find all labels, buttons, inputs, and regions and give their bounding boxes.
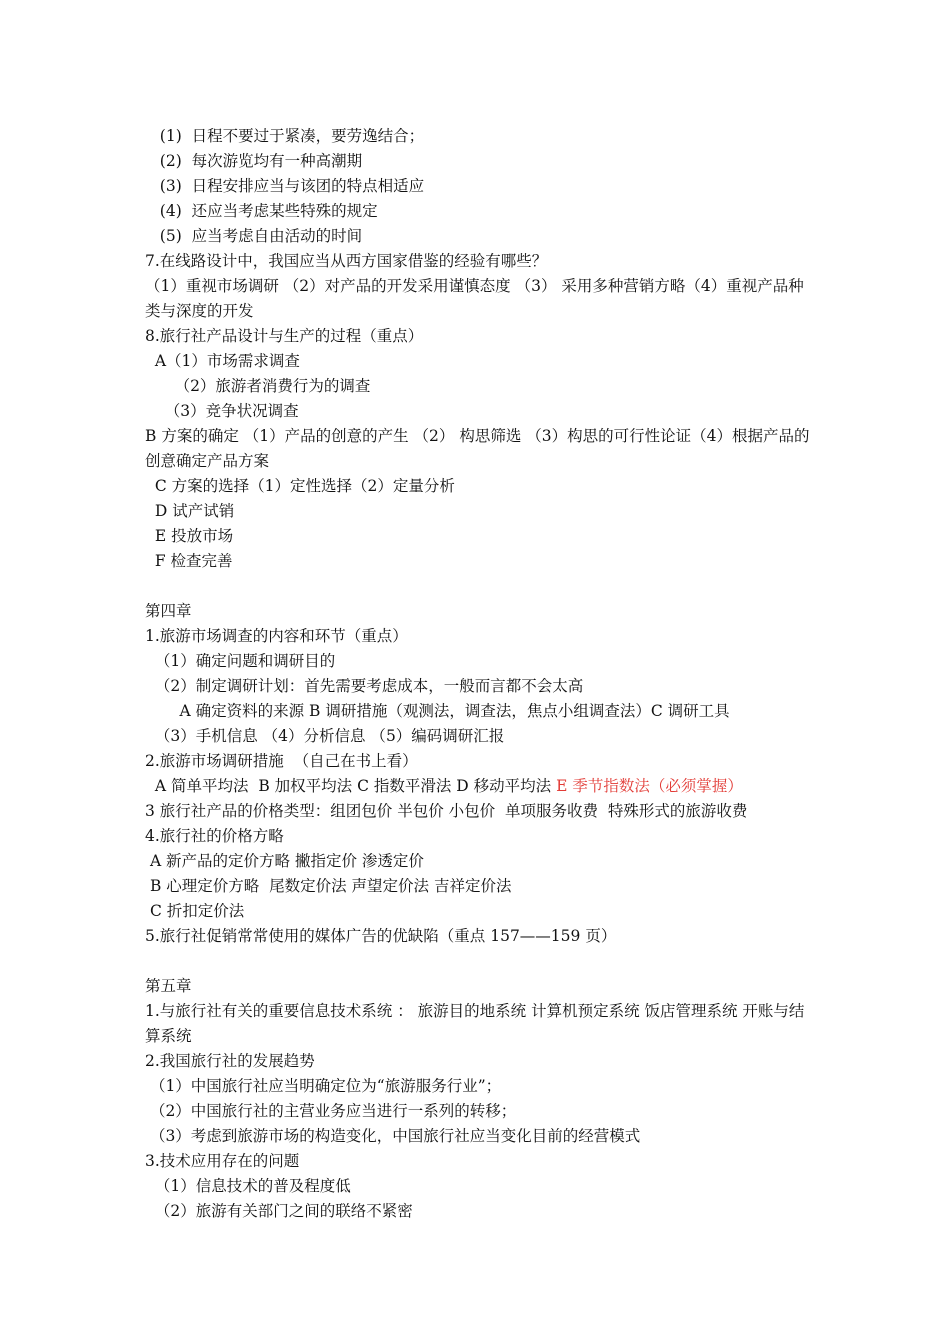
list-item: [145, 774, 810, 799]
list-item: D 试产试销: [145, 502, 235, 520]
list-item: C 折扣定价法: [145, 902, 245, 920]
list-item: (3) 日程安排应当与该团的特点相适应: [145, 177, 425, 195]
question-heading: 4.旅行社的价格方略: [145, 827, 284, 845]
question-heading: 5.旅行社促销常常使用的媒体广告的优缺陷（重点 157——159 页）: [145, 927, 617, 945]
chapter-heading: 第四章: [145, 602, 192, 620]
list-item: （1）信息技术的普及程度低: [145, 1177, 351, 1195]
list-item: （2）制定调研计划：首先需要考虑成本，一般而言都不会太高: [145, 677, 584, 695]
list-item: A（1）市场需求调查: [145, 352, 300, 370]
question-heading: 3.技术应用存在的问题: [145, 1152, 300, 1170]
list-item: (4) 还应当考虑某些特殊的规定: [145, 202, 378, 220]
list-item: B 心理定价方略 尾数定价法 声望定价法 吉祥定价法: [145, 877, 512, 895]
chapter-heading: 第五章: [145, 977, 192, 995]
question-heading: 1.旅游市场调查的内容和环节（重点）: [145, 627, 408, 645]
method-list: A 简单平均法 B 加权平均法 C 指数平滑法 D 移动平均法: [145, 777, 557, 795]
question-heading: 7.在线路设计中，我国应当从西方国家借鉴的经验有哪些？: [145, 252, 548, 270]
list-item: （2）旅游者消费行为的调查: [145, 377, 371, 395]
question-heading: 8.旅行社产品设计与生产的过程（重点）: [145, 327, 424, 345]
list-item: （1）中国旅行社应当明确定位为“旅游服务行业”；: [145, 1077, 502, 1095]
question-heading: 2.我国旅行社的发展趋势: [145, 1052, 315, 1070]
list-item: C 方案的选择（1）定性选择（2）定量分析: [145, 477, 455, 495]
list-item: F 检查完善: [145, 552, 233, 570]
list-item: （1）确定问题和调研目的: [145, 652, 336, 670]
answer-text: （1）重视市场调研 （2）对产品的开发采用谨慎态度 （3） 采用多种营销方略（4）重视产品种类与深度的开发: [145, 277, 804, 320]
list-item: （3）手机信息 （4）分析信息 （5）编码调研汇报: [145, 727, 505, 745]
question-heading: 3 旅行社产品的价格类型：组团包价 半包价 小包价 单项服务收费 特殊形式的旅游收费: [145, 802, 748, 820]
list-item: A 新产品的定价方略 撇指定价 渗透定价: [145, 852, 424, 870]
list-item: E 投放市场: [145, 527, 234, 545]
list-item: （3）竞争状况调查: [145, 402, 299, 420]
list-item: (5) 应当考虑自由活动的时间: [145, 227, 363, 245]
document-page: [145, 124, 810, 1224]
question-heading: 1.与旅行社有关的重要信息技术系统 ： 旅游目的地系统 计算机预定系统 饭店管理系统 开账与结算系统: [145, 1002, 805, 1045]
list-item: （3）考虑到旅游市场的构造变化，中国旅行社应当变化目前的经营模式: [145, 1127, 641, 1145]
list-item: (2) 每次游览均有一种高潮期: [145, 152, 363, 170]
list-item: (1) 日程不要过于紧凑，要劳逸结合；: [145, 127, 425, 145]
list-item: （2）中国旅行社的主营业务应当进行一系列的转移；: [145, 1102, 517, 1120]
list-item: （2）旅游有关部门之间的联络不紧密: [145, 1202, 413, 1220]
blank-line: [145, 574, 810, 599]
list-item: A 确定资料的来源 B 调研措施（观测法，调查法，焦点小组调查法）C 调研工具: [145, 702, 730, 720]
question-heading: 2.旅游市场调研措施 （自己在书上看）: [145, 752, 418, 770]
highlighted-method: E 季节指数法（必须掌握）: [556, 777, 743, 795]
list-item: B 方案的确定 （1）产品的创意的产生 （2） 构思筛选 （3）构思的可行性论证（4）根据产品的创意确定产品方案: [145, 427, 810, 470]
blank-line: [145, 949, 810, 974]
